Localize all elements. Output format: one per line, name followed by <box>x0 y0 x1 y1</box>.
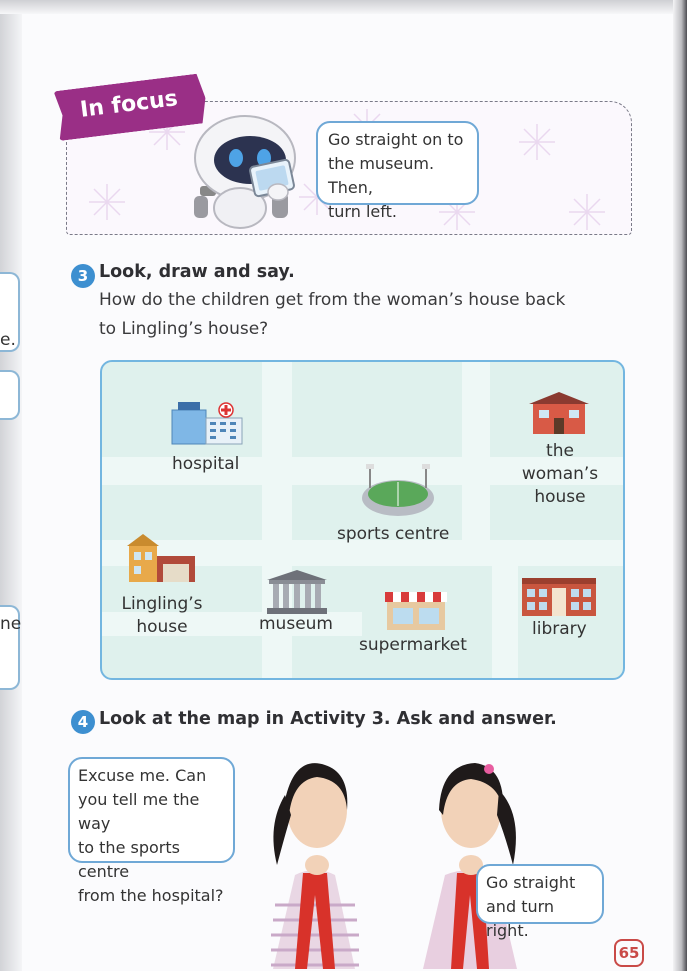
page-right-edge <box>673 0 687 971</box>
activity-3-badge: 3 <box>71 264 95 288</box>
linglings-house-label-line-1: Lingling’s <box>121 594 203 614</box>
sports-centre-label: sports centre <box>337 524 450 544</box>
girl1-speech-line-2: you tell me the way <box>78 790 200 833</box>
stadium-icon <box>358 462 438 522</box>
activity-4-badge: 4 <box>71 710 95 734</box>
road <box>492 542 518 680</box>
robot-with-tablet-icon <box>180 108 310 233</box>
activity-3-question-line-2: to Lingling’s house? <box>99 319 269 339</box>
left-page-box-2 <box>0 370 20 420</box>
girl1-speech-bubble <box>68 757 235 905</box>
road <box>462 362 490 542</box>
supermarket-icon <box>383 590 449 632</box>
girl-asking-illustration <box>255 755 375 969</box>
linglings-house-label <box>112 593 212 639</box>
girl1-speech-line-1: Excuse me. Can <box>78 766 207 785</box>
hospital-label: hospital <box>172 454 240 474</box>
linglings-house-label-line-2: house <box>136 617 188 637</box>
museum-icon <box>265 568 329 614</box>
girl1-speech-line-4: from the hospital? <box>78 886 224 905</box>
left-page-text-1: e. <box>0 330 16 350</box>
robot-speech-line-1: Go straight on to <box>328 130 464 149</box>
supermarket-label: supermarket <box>359 635 467 655</box>
hospital-icon <box>170 400 246 446</box>
page-gutter <box>0 0 22 971</box>
girl2-speech-line-1: Go straight <box>486 873 576 892</box>
activity-3-heading: Look, draw and say. <box>99 262 295 282</box>
girl2-speech-line-2: and turn right. <box>486 897 555 940</box>
girl2-speech-bubble <box>476 864 604 940</box>
museum-label: museum <box>259 614 333 634</box>
page-number: 65 <box>614 939 644 967</box>
girl1-speech-line-3: to the sports centre <box>78 838 180 881</box>
womans-house-label-line-3: house <box>534 487 586 507</box>
womans-house-label <box>515 440 605 509</box>
activity-4-heading: Look at the map in Activity 3. Ask and answer. <box>99 709 557 729</box>
robot-speech-line-2: the museum. Then, <box>328 154 435 197</box>
womans-house-icon <box>527 390 591 436</box>
womans-house-label-line-1: the <box>546 441 574 461</box>
robot-speech-line-3: turn left. <box>328 202 397 221</box>
robot-speech-bubble <box>316 121 479 221</box>
womans-house-label-line-2: woman’s <box>521 464 599 484</box>
library-icon <box>520 574 598 618</box>
in-focus-title: In focus <box>78 86 180 123</box>
page-top-edge <box>0 0 687 14</box>
activity-3-question-line-1: How do the children get from the woman’s house back <box>99 290 566 310</box>
left-page-text-2: ne <box>0 614 22 634</box>
library-label: library <box>532 619 587 639</box>
linglings-house-icon <box>125 532 199 584</box>
